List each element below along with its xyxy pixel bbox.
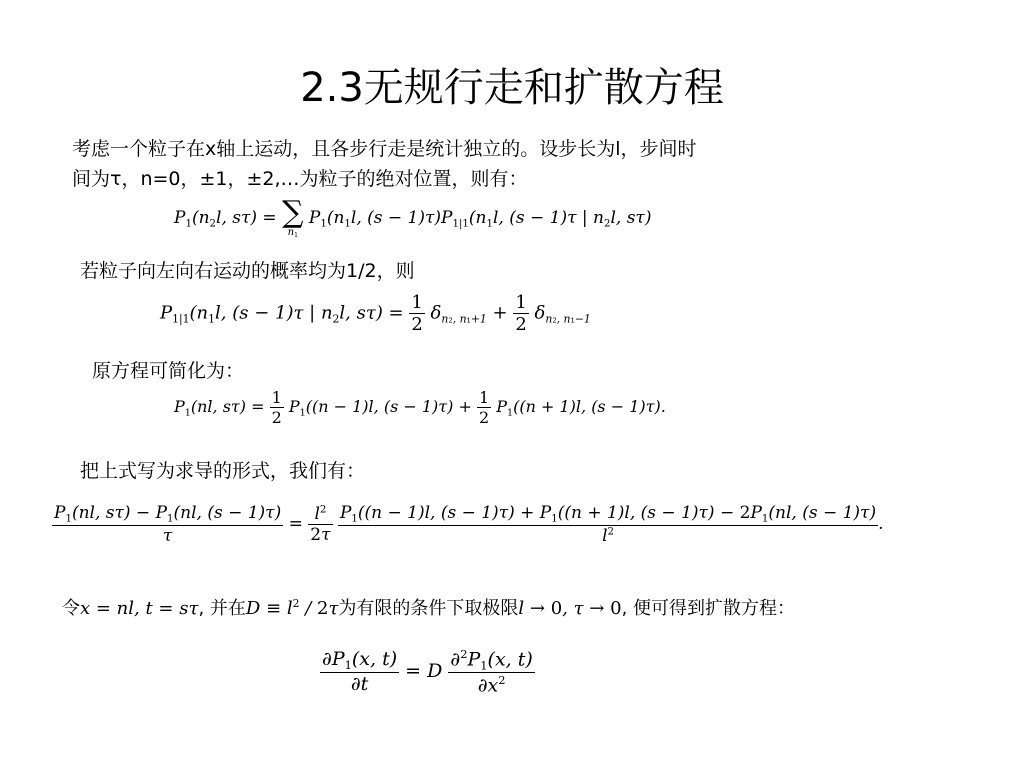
limit-mid: , 并在 xyxy=(198,598,246,619)
intro-line-2: 间为τ，n=0，±1，±2,…为粒子的绝对位置，则有： xyxy=(72,168,528,190)
equation-transition-probability: $P_{1|1}(n_1l$, (s − 1)τ | $n_2l$, sτ) = $\frac{1}{2}$ $\delta_{n_2, n_1+1}$ + $\frac{1}{2}$ $\delta_{n_2, n_1-1}$ xyxy=(160,292,591,335)
half-probability-text: 若粒子向左向右运动的概率均为1/2，则 xyxy=(80,260,415,282)
intro-line-1: 考虑一个粒子在x轴上运动，且各步行走是统计独立的。设步长为l，步间时 xyxy=(72,138,697,160)
limit-sentence: 令x = nl, t = sτ, 并在$D \equiv l^2 / 2\tau$为有限的条件下取极限l → 0, τ → 0, 便可得到扩散方程： xyxy=(62,596,796,619)
limit-condition: 为有限的条件下取极限 xyxy=(338,598,519,619)
limit-suffix: , 便可得到扩散方程： xyxy=(621,598,796,619)
simplify-text: 原方程可简化为： xyxy=(92,360,245,382)
equation-difference-form: $\frac{P_1(nl, s\tau) - P_1(nl, (s - 1)\tau)}{\tau}$ = $\frac{l^2}{2\tau}$ $P_1((n - 1)l$, $(s - 1)\tau) + P_1((n + 1)l$, $(s - 1)\tau) - 2P_1(nl$, (s − 1)τ) $l^2$ . xyxy=(54,503,884,546)
slide-title: 2.3无规行走和扩散方程 xyxy=(300,65,724,111)
diffusion-equation: $\frac{\partial P_1(x, t)}{\partial t}$ = D $\frac{\partial^2P_1(x, t)}{\partial x^2}$ xyxy=(322,647,533,697)
equation-chapman-kolmogorov: $P_1(n_2l$, sτ) = ∑ $n_1$ $P_1(n_1l$, $(s - 1)\tau)P_{1|1}(n_1l$, (s − 1)τ | $n_2l$, sτ) xyxy=(174,195,652,240)
limit-prefix: 令 xyxy=(62,598,80,619)
rewrite-text: 把上式写为求导的形式，我们有： xyxy=(80,460,366,482)
equation-simplified: $P_1(nl$, sτ) = $\frac{1}{2}$ $P_1((n - 1)l$, (s − 1)τ) + $\frac{1}{2}$ $P_1((n + 1)l$, (s − 1)τ). xyxy=(174,388,666,427)
